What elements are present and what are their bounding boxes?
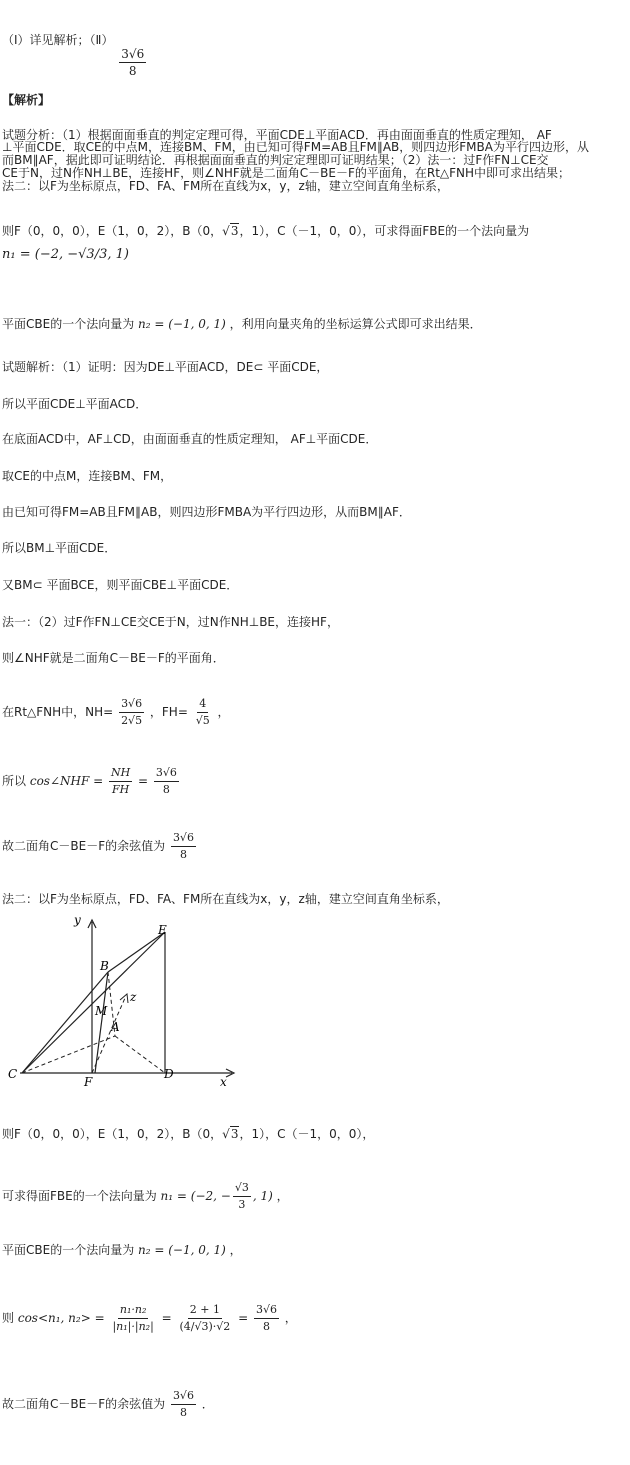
solution-line-14: 则F（0，0，0），E（1，0，2），B（0，√3，1），C（－1，0，0）， — [2, 1127, 375, 1141]
solution-line-16: 平面CBE的一个法向量为 n₂ = (−1, 0, 1) ， — [2, 1243, 242, 1257]
answer-fraction: $\frac{3√6}{8}$ — [121, 47, 145, 78]
label-C: C — [8, 1067, 18, 1081]
solution-line-13: 法二：以F为坐标原点，FD、FA、FM所在直线为x，y，z轴，建立空间直角坐标系， — [2, 892, 449, 906]
answer-text: （Ⅰ）详见解析；（Ⅱ） — [2, 33, 114, 47]
solution-line-9: 则∠NHF就是二面角C－BE－F的平面角． — [2, 651, 225, 665]
analysis-line-2: ⊥平面CDE．取CE的中点M，连接BM、FM，由已知可得FM=AB且FM∥AB，则四边形FMBA为平行四边形，从 — [2, 140, 589, 154]
solution-line-18: 故二面角C－BE－F的余弦值为 $\frac{3√6}{8}$ ． — [2, 1389, 214, 1419]
geometry-figure — [0, 910, 250, 1090]
normal-vector-n2: n₂ = (−1, 0, 1) — [138, 317, 226, 331]
normal-vector-n1: n₁ = (−2, −√3/3, 1) — [2, 247, 129, 262]
solution-line-11: 所以 cos∠NHF = $\frac{NH}{FH}$ = $\frac{3√6}{8}$ — [2, 766, 177, 796]
solution-line-8: 法一：（2）过F作FN⊥CE交CE于N，过N作NH⊥BE，连接HF， — [2, 615, 339, 629]
label-y: y — [74, 913, 81, 927]
label-A: A — [111, 1020, 120, 1034]
analysis-coords: 则F（0，0，0），E（1，0，2），B（0，√3，1），C（－1，0，0），可求得面FBE的一个法向量为 — [2, 224, 530, 238]
solution-line-2: 所以平面CDE⊥平面ACD． — [2, 397, 148, 411]
analysis-line-1: 试题分析：（1）根据面面垂直的判定定理可得，平面CDE⊥平面ACD．再由面面垂直的性质定理知， AF — [2, 128, 552, 142]
answer-line — [2, 33, 148, 79]
analysis-line-5: 法二：以F为坐标原点，FD、FA、FM所在直线为x，y，z轴，建立空间直角坐标系， — [2, 179, 449, 193]
label-E: E — [158, 923, 167, 937]
label-x: x — [220, 1075, 227, 1089]
analysis-n2-line: 平面CBE的一个法向量为 n₂ = (−1, 0, 1) ，利用向量夹角的坐标运算公式即可求出结果． — [2, 317, 482, 331]
solution-line-7: 又BM⊂ 平面BCE，则平面CBE⊥平面CDE． — [2, 578, 239, 592]
label-F: F — [84, 1075, 93, 1089]
analysis-line-4: CE于N，过N作NH⊥BE，连接HF，则∠NHF就是二面角C－BE－F的平面角，在Rt△FNH中即可求出结果； — [2, 166, 571, 180]
solution-line-4: 取CE的中点M，连接BM、FM， — [2, 469, 173, 483]
analysis-heading: 【解析】 — [2, 93, 51, 107]
analysis-line-3: 而BM∥AF，据此即可证明结论．再根据面面垂直的判定定理即可证明结果；（2）法一：过F作FN⊥CE交 — [2, 153, 549, 167]
label-B: B — [100, 959, 109, 973]
solution-line-6: 所以BM⊥平面CDE． — [2, 541, 117, 555]
label-z: z — [130, 990, 137, 1004]
label-M: M — [95, 1004, 108, 1018]
solution-line-1: 试题解析：（1）证明：因为DE⊥平面ACD，DE⊂ 平面CDE， — [2, 360, 329, 374]
solution-line-17: 则 cos<n₁, n₂> = $\frac{\text{n₁·n₂}}{\text{|n₁|·|n₂|}}$ = $\frac{2 + 1}{(4/√3)\cdot√2}$ = $\frac{3√6}{8}$ ， — [2, 1303, 297, 1333]
solution-line-15: 可求得面FBE的一个法向量为 n₁ = (−2, − $\frac{√3}{3}$ , 1) ， — [2, 1181, 289, 1211]
label-D: D — [164, 1067, 174, 1081]
solution-line-3: 在底面ACD中，AF⊥CD，由面面垂直的性质定理知， AF⊥平面CDE． — [2, 432, 378, 446]
solution-line-12: 故二面角C－BE－F的余弦值为 $\frac{3√6}{8}$ — [2, 831, 194, 861]
solution-line-5: 由已知可得FM=AB且FM∥AB，则四边形FMBA为平行四边形，从而BM∥AF． — [2, 505, 411, 519]
solution-line-10: 在Rt△FNH中，NH= $\frac{3√6}{2√5}$ ，FH= $\frac{4}{√5}$ ， — [2, 697, 230, 727]
